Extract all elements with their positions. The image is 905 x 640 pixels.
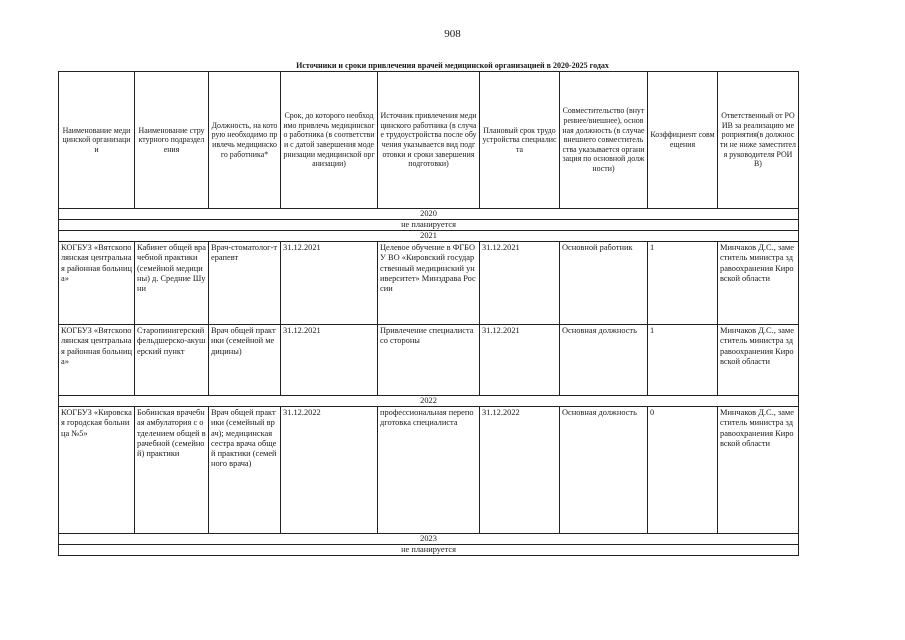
year-label: 2020 [59,209,799,220]
table-cell: КОГБУЗ «Вятскополянская центральная районная больница» [59,242,135,325]
year-row [59,231,799,242]
table-cell: 31.12.2021 [480,325,560,396]
table-cell: Привлечение специалиста со стороны [378,325,480,396]
header-cell: Ответственный от РОИВ за реализацию мероприятия(в должности не ниже заместителя руководителя РОИВ) [718,72,799,209]
year-label: 2022 [59,396,799,407]
year-row [59,396,799,407]
header-cell: Наименование структурного подразделения [135,72,209,209]
header-cell: Совместительство (внутреннее/внешнее), основная должность (в случае внешнего совместительства указывается организация по основной должности) [560,72,648,209]
page-number: 908 [444,28,461,40]
header-cell: Плановый срок трудоустройства специалиста [480,72,560,209]
table-cell: Минчаков Д.С., заместитель министра здравоохранения Кировской области [718,407,799,534]
table-row [59,407,799,534]
note-label: не планируется [59,220,799,231]
table-cell: Основной работник [560,242,648,325]
header-cell: Коэффициент совмещения [648,72,718,209]
header-row [59,72,799,209]
table-cell: 31.12.2021 [480,242,560,325]
year-row [59,209,799,220]
note-label: не планируется [59,545,799,556]
header-cell: Срок, до которого необходимо привлечь медицинского работника (в соответствии с датой завершения модернизации медицинской организации) [281,72,378,209]
table-cell: Старопинигерский фельдшерско-акушерский пункт [135,325,209,396]
table-cell: Целевое обучение в ФГБОУ ВО «Кировский государственный медицинский университет» Минздрава России [378,242,480,325]
table-row [59,325,799,396]
year-label: 2023 [59,534,799,545]
note-row [59,220,799,231]
table-cell: КОГБУЗ «Вятскополянская центральная районная больница» [59,325,135,396]
table-cell: Бобинская врачебная амбулатория с отделением общей врачебной (семейной) практики [135,407,209,534]
year-label: 2021 [59,231,799,242]
table-cell: Минчаков Д.С., заместитель министра здравоохранения Кировской области [718,325,799,396]
header-cell: Наименование медицинской организации [59,72,135,209]
table-cell: КОГБУЗ «Кировская городская больница №5» [59,407,135,534]
table-cell: Основная должность [560,407,648,534]
note-row [59,545,799,556]
table-cell: 0 [648,407,718,534]
document-title: Источники и сроки привлечения врачей медицинской организацией в 2020-2025 годах [296,61,609,70]
table-cell: Кабинет общей врачебной практики (семейной медицины) д. Средние Шуни [135,242,209,325]
table-cell: Врач общей практики (семейной медицины) [209,325,281,396]
year-row [59,534,799,545]
table-cell: 1 [648,242,718,325]
table-cell: 31.12.2021 [281,325,378,396]
header-cell: Должность, на которую необходимо привлечь медицинского работника* [209,72,281,209]
recruitment-table [58,71,799,556]
table-cell: 31.12.2021 [281,242,378,325]
table-cell: Врач-стоматолог-терапевт [209,242,281,325]
table-cell: 31.12.2022 [480,407,560,534]
table-cell: Минчаков Д.С., заместитель министра здравоохранения Кировской области [718,242,799,325]
table-cell: Врач общей практики (семейный врач); медицинская сестра врача общей практики (семейного врача) [209,407,281,534]
table-row [59,242,799,325]
header-cell: Источник привлечения медицинского работника (в случае трудоустройства после обучения указывается вид подготовки и сроки завершения подготовки) [378,72,480,209]
table-cell: 31.12.2022 [281,407,378,534]
table-cell: профессиональная переподготовка специалиста [378,407,480,534]
table-cell: Основная должность [560,325,648,396]
table-cell: 1 [648,325,718,396]
